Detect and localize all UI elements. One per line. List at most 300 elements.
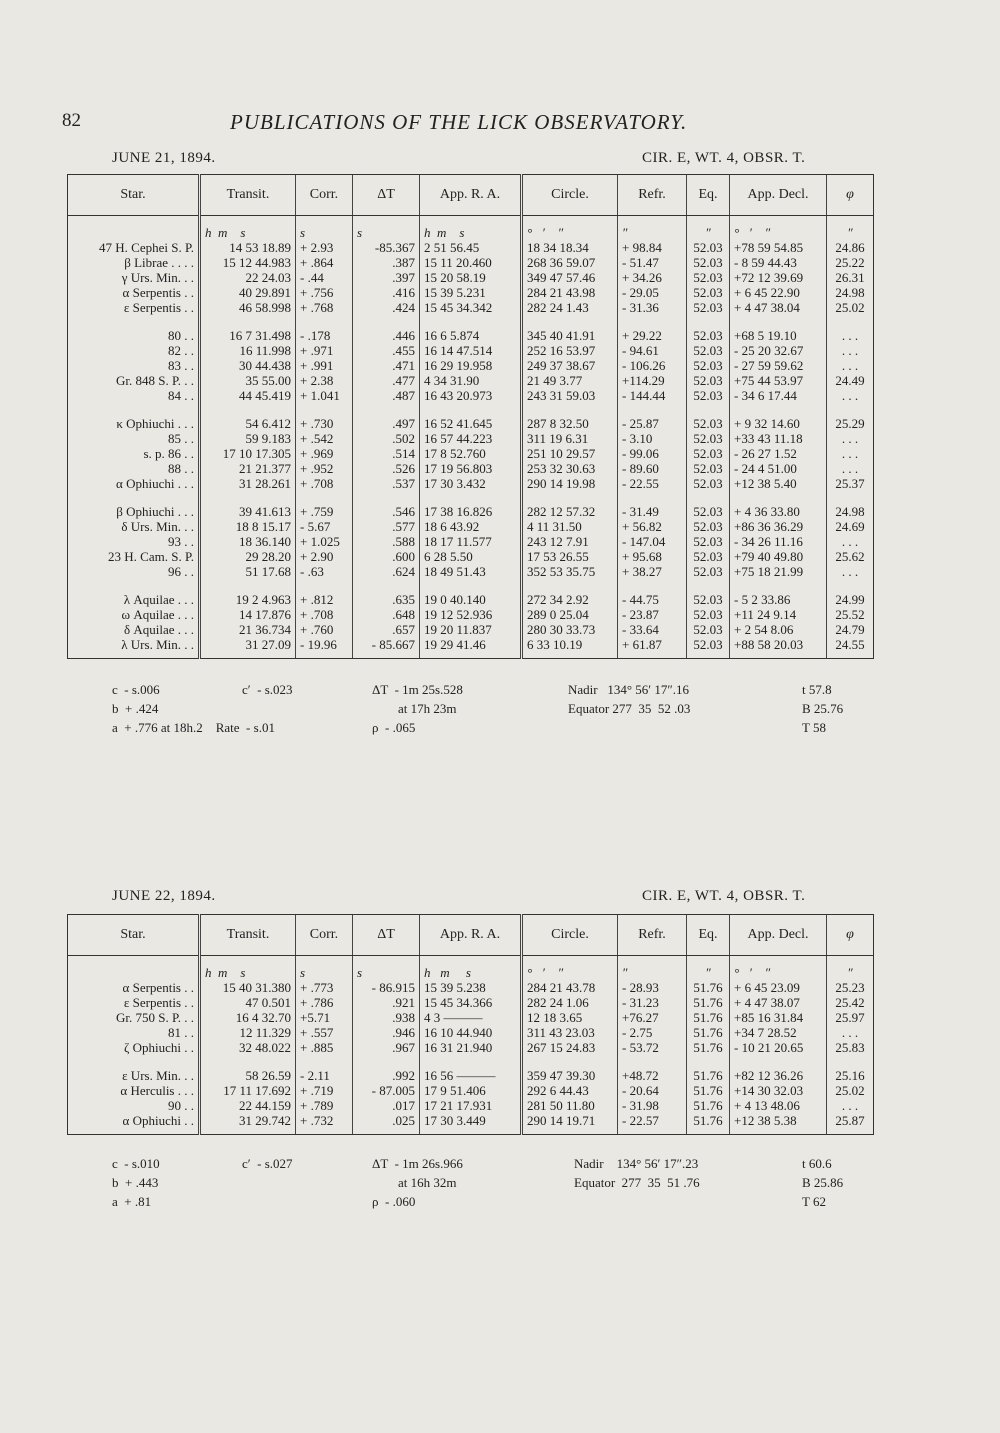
cell-circle: 282 24 1.43 — [522, 300, 618, 315]
cell-circle: 6 33 10.19 — [522, 637, 618, 659]
table-row — [68, 388, 874, 403]
header-star: Star. — [68, 175, 200, 216]
cell-app-ra: 15 20 58.19 — [420, 270, 522, 285]
cell-delta-t: .477 — [353, 373, 420, 388]
cell-correction: - .63 — [296, 564, 353, 579]
cell-phi: 25.16 — [827, 1068, 874, 1083]
cell-star: ω Aquilae . . . — [68, 607, 200, 622]
cell-circle: 345 40 41.91 — [522, 328, 618, 343]
cell-star: 47 H. Cephei S. P. — [68, 240, 200, 255]
table-row — [68, 431, 874, 446]
cell-phi: . . . — [827, 1025, 874, 1040]
header-row — [68, 915, 874, 956]
cell-eq: 51.76 — [687, 980, 730, 995]
cell-app-ra: 15 11 20.460 — [420, 255, 522, 270]
cell-star: β Librae . . . . — [68, 255, 200, 270]
cell-circle: 272 34 2.92 — [522, 592, 618, 607]
unit-app-decl: ° ′ ″ — [730, 956, 827, 981]
cell-refraction: + 29.22 — [618, 328, 687, 343]
header-app-decl: App. Decl. — [730, 915, 827, 956]
cell-correction: + .708 — [296, 476, 353, 491]
cell-correction: + .812 — [296, 592, 353, 607]
cell-app-decl: +82 12 36.26 — [730, 1068, 827, 1083]
cell-refraction: - 31.98 — [618, 1098, 687, 1113]
cell-app-ra: 17 8 52.760 — [420, 446, 522, 461]
table-row — [68, 270, 874, 285]
cell-correction: + .759 — [296, 504, 353, 519]
cell-phi: 24.98 — [827, 285, 874, 300]
cell-star: α Ophiuchi . . — [68, 1113, 200, 1135]
header-eq: Eq. — [687, 915, 730, 956]
cell-correction: + 1.025 — [296, 534, 353, 549]
cell-app-ra: 2 51 56.45 — [420, 240, 522, 255]
table2-circle-info: CIR. E, WT. 4, OBSR. T. — [642, 888, 806, 904]
cell-app-ra: 19 29 41.46 — [420, 637, 522, 659]
cell-refraction: - 29.05 — [618, 285, 687, 300]
cell-app-decl: - 5 2 33.86 — [730, 592, 827, 607]
cell-delta-t: .387 — [353, 255, 420, 270]
header-transit: Transit. — [200, 175, 296, 216]
cell-correction: + .732 — [296, 1113, 353, 1135]
cell-transit: 39 41.613 — [200, 504, 296, 519]
table1-nadir: Nadir 134° 56′ 17″.16 — [568, 682, 690, 697]
header-transit: Transit. — [200, 915, 296, 956]
cell-transit: 21 36.734 — [200, 622, 296, 637]
cell-eq: 52.03 — [687, 519, 730, 534]
cell-transit: 14 17.876 — [200, 607, 296, 622]
unit-refraction: ″ — [618, 216, 687, 241]
cell-transit: 16 7 31.498 — [200, 328, 296, 343]
cell-refraction: - 144.44 — [618, 388, 687, 403]
cell-circle: 17 53 26.55 — [522, 549, 618, 564]
table2-date: JUNE 22, 1894. — [112, 888, 216, 904]
cell-transit: 31 28.261 — [200, 476, 296, 491]
cell-delta-t: .017 — [353, 1098, 420, 1113]
cell-app-ra: 17 30 3.449 — [420, 1113, 522, 1135]
cell-app-ra: 19 20 11.837 — [420, 622, 522, 637]
cell-delta-t: .397 — [353, 270, 420, 285]
cell-eq: 52.03 — [687, 476, 730, 491]
cell-app-ra: 6 28 5.50 — [420, 549, 522, 564]
cell-eq: 51.76 — [687, 1010, 730, 1025]
cell-delta-t: .635 — [353, 592, 420, 607]
cell-transit: 59 9.183 — [200, 431, 296, 446]
cell-correction: + .730 — [296, 416, 353, 431]
cell-refraction: +48.72 — [618, 1068, 687, 1083]
group-spacer — [68, 315, 874, 328]
unit-correction: s — [296, 956, 353, 981]
unit-transit: h m s — [200, 956, 296, 981]
cell-delta-t: .471 — [353, 358, 420, 373]
cell-star: Gr. 848 S. P. . . — [68, 373, 200, 388]
cell-phi: 24.99 — [827, 592, 874, 607]
cell-transit: 54 6.412 — [200, 416, 296, 431]
cell-app-decl: +12 38 5.38 — [730, 1113, 827, 1135]
cell-refraction: - 28.93 — [618, 980, 687, 995]
cell-phi: 25.37 — [827, 476, 874, 491]
table1-circle-info: CIR. E, WT. 4, OBSR. T. — [642, 150, 806, 166]
table-row — [68, 1113, 874, 1135]
cell-phi: 25.22 — [827, 255, 874, 270]
cell-app-ra: 16 52 41.645 — [420, 416, 522, 431]
unit-correction: s — [296, 216, 353, 241]
cell-circle: 252 16 53.97 — [522, 343, 618, 358]
cell-star: ζ Ophiuchi . . — [68, 1040, 200, 1055]
cell-transit: 18 36.140 — [200, 534, 296, 549]
cell-eq: 51.76 — [687, 1113, 730, 1135]
cell-eq: 52.03 — [687, 622, 730, 637]
cell-transit: 44 45.419 — [200, 388, 296, 403]
unit-phi: ″ — [827, 216, 874, 241]
table-row — [68, 549, 874, 564]
cell-phi: 25.62 — [827, 549, 874, 564]
unit-app-ra: h m s — [420, 216, 522, 241]
cell-transit: 51 17.68 — [200, 564, 296, 579]
cell-delta-t: .416 — [353, 285, 420, 300]
cell-star: ε Serpentis . . — [68, 300, 200, 315]
table-row — [68, 285, 874, 300]
header-delta-t: ΔT — [353, 175, 420, 216]
cell-phi: . . . — [827, 1098, 874, 1113]
cell-correction: - 2.11 — [296, 1068, 353, 1083]
cell-app-decl: + 4 47 38.07 — [730, 995, 827, 1010]
page-number: 82 — [62, 110, 81, 131]
cell-eq: 52.03 — [687, 416, 730, 431]
cell-transit: 15 12 44.983 — [200, 255, 296, 270]
cell-circle: 282 24 1.06 — [522, 995, 618, 1010]
cell-eq: 52.03 — [687, 328, 730, 343]
cell-correction: + .786 — [296, 995, 353, 1010]
cell-circle: 251 10 29.57 — [522, 446, 618, 461]
cell-app-ra: 16 43 20.973 — [420, 388, 522, 403]
cell-circle: 267 15 24.83 — [522, 1040, 618, 1055]
cell-refraction: - 25.87 — [618, 416, 687, 431]
cell-circle: 352 53 35.75 — [522, 564, 618, 579]
cell-eq: 52.03 — [687, 431, 730, 446]
cell-refraction: - 31.49 — [618, 504, 687, 519]
cell-app-decl: + 2 54 8.06 — [730, 622, 827, 637]
cell-phi: 25.02 — [827, 1083, 874, 1098]
cell-phi: 25.23 — [827, 980, 874, 995]
table-row — [68, 358, 874, 373]
cell-delta-t: - 85.667 — [353, 637, 420, 659]
header-app-decl: App. Decl. — [730, 175, 827, 216]
cell-correction: + .756 — [296, 285, 353, 300]
cell-star: ε Urs. Min. . . — [68, 1068, 200, 1083]
table2-temperature-t: t 60.6 — [802, 1156, 832, 1171]
cell-delta-t: .537 — [353, 476, 420, 491]
cell-phi: . . . — [827, 388, 874, 403]
cell-circle: 284 21 43.98 — [522, 285, 618, 300]
cell-refraction: + 98.84 — [618, 240, 687, 255]
cell-app-ra: 18 17 11.577 — [420, 534, 522, 549]
table1-equator: Equator 277 35 52 .03 — [568, 701, 691, 716]
cell-star: 93 . . — [68, 534, 200, 549]
cell-app-decl: +78 59 54.85 — [730, 240, 827, 255]
cell-app-ra: 19 12 52.936 — [420, 607, 522, 622]
cell-refraction: + 34.26 — [618, 270, 687, 285]
cell-phi: . . . — [827, 534, 874, 549]
cell-app-ra: 18 6 43.92 — [420, 519, 522, 534]
group-spacer — [68, 491, 874, 504]
group-spacer — [68, 1055, 874, 1068]
cell-app-decl: +79 40 49.80 — [730, 549, 827, 564]
table-row — [68, 1068, 874, 1083]
table1-rho: ρ - .065 — [372, 720, 416, 735]
header-app-ra: App. R. A. — [420, 175, 522, 216]
group-spacer — [68, 403, 874, 416]
table1-temperature-T: T 58 — [802, 720, 826, 735]
cell-eq: 52.03 — [687, 592, 730, 607]
cell-delta-t: .424 — [353, 300, 420, 315]
cell-eq: 52.03 — [687, 607, 730, 622]
cell-eq: 52.03 — [687, 504, 730, 519]
cell-app-decl: - 26 27 1.52 — [730, 446, 827, 461]
cell-correction: - .178 — [296, 328, 353, 343]
cell-transit: 32 48.022 — [200, 1040, 296, 1055]
cell-circle: 284 21 43.78 — [522, 980, 618, 995]
cell-star: α Serpentis . . — [68, 980, 200, 995]
cell-correction: + .952 — [296, 461, 353, 476]
unit-delta-t: s — [353, 216, 420, 241]
observation-table-june-22 — [67, 914, 874, 1135]
table-row — [68, 1098, 874, 1113]
table2-barometer: B 25.86 — [802, 1175, 844, 1190]
cell-app-decl: +12 38 5.40 — [730, 476, 827, 491]
cell-correction: + .864 — [296, 255, 353, 270]
cell-refraction: + 61.87 — [618, 637, 687, 659]
cell-eq: 52.03 — [687, 549, 730, 564]
cell-refraction: - 44.75 — [618, 592, 687, 607]
unit-app-decl: ° ′ ″ — [730, 216, 827, 241]
cell-app-decl: +34 7 28.52 — [730, 1025, 827, 1040]
cell-app-ra: 16 10 44.940 — [420, 1025, 522, 1040]
cell-eq: 52.03 — [687, 388, 730, 403]
cell-delta-t: .600 — [353, 549, 420, 564]
unit-circle: ° ′ ″ — [522, 956, 618, 981]
cell-delta-t: .648 — [353, 607, 420, 622]
cell-eq: 51.76 — [687, 1068, 730, 1083]
table-row — [68, 328, 874, 343]
cell-transit: 21 21.377 — [200, 461, 296, 476]
cell-eq: 52.03 — [687, 300, 730, 315]
table-row — [68, 373, 874, 388]
cell-phi: 25.02 — [827, 300, 874, 315]
cell-star: κ Ophiuchi . . . — [68, 416, 200, 431]
cell-star: 88 . . — [68, 461, 200, 476]
cell-eq: 51.76 — [687, 1098, 730, 1113]
cell-delta-t: - 87.005 — [353, 1083, 420, 1098]
cell-app-decl: - 24 4 51.00 — [730, 461, 827, 476]
running-head: PUBLICATIONS OF THE LICK OBSERVATORY. — [230, 110, 688, 134]
cell-app-decl: - 27 59 59.62 — [730, 358, 827, 373]
cell-refraction: + 95.68 — [618, 549, 687, 564]
cell-correction: + .542 — [296, 431, 353, 446]
table-row — [68, 476, 874, 491]
cell-transit: 29 28.20 — [200, 549, 296, 564]
table-row — [68, 1040, 874, 1055]
table1-date: JUNE 21, 1894. — [112, 150, 216, 166]
table2-nadir: Nadir 134° 56′ 17″.23 — [574, 1156, 699, 1171]
cell-eq: 52.03 — [687, 446, 730, 461]
cell-transit: 14 53 18.89 — [200, 240, 296, 255]
cell-eq: 51.76 — [687, 995, 730, 1010]
table1-constant-b: b + .424 — [112, 701, 159, 716]
cell-refraction: - 22.57 — [618, 1113, 687, 1135]
cell-star: α Ophiuchi . . . — [68, 476, 200, 491]
cell-circle: 290 14 19.71 — [522, 1113, 618, 1135]
cell-transit: 22 44.159 — [200, 1098, 296, 1113]
cell-eq: 52.03 — [687, 255, 730, 270]
table2-constant-a: a + .81 — [112, 1194, 152, 1209]
cell-app-decl: - 10 21 20.65 — [730, 1040, 827, 1055]
header-eq: Eq. — [687, 175, 730, 216]
cell-app-ra: 17 38 16.826 — [420, 504, 522, 519]
cell-app-ra: 16 56 ——— — [420, 1068, 522, 1083]
table-row — [68, 607, 874, 622]
cell-circle: 268 36 59.07 — [522, 255, 618, 270]
cell-app-decl: + 6 45 23.09 — [730, 980, 827, 995]
unit-eq: ″ — [687, 956, 730, 981]
cell-app-decl: +14 30 32.03 — [730, 1083, 827, 1098]
cell-star: 90 . . — [68, 1098, 200, 1113]
cell-transit: 16 11.998 — [200, 343, 296, 358]
table-row — [68, 995, 874, 1010]
cell-phi: 24.55 — [827, 637, 874, 659]
cell-delta-t: .455 — [353, 343, 420, 358]
cell-eq: 51.76 — [687, 1025, 730, 1040]
cell-app-ra: 4 3 ——— — [420, 1010, 522, 1025]
cell-phi: . . . — [827, 343, 874, 358]
cell-circle: 282 12 57.32 — [522, 504, 618, 519]
header-correction: Corr. — [296, 915, 353, 956]
table1-barometer: B 25.76 — [802, 701, 844, 716]
table-row — [68, 534, 874, 549]
cell-circle: 249 37 38.67 — [522, 358, 618, 373]
cell-circle: 289 0 25.04 — [522, 607, 618, 622]
table-row — [68, 300, 874, 315]
unit-delta-t: s — [353, 956, 420, 981]
cell-star: λ Aquilae . . . — [68, 592, 200, 607]
cell-transit: 16 4 32.70 — [200, 1010, 296, 1025]
cell-delta-t: .502 — [353, 431, 420, 446]
cell-correction: + .768 — [296, 300, 353, 315]
cell-star: δ Urs. Min. . . — [68, 519, 200, 534]
cell-refraction: - 20.64 — [618, 1083, 687, 1098]
units-row — [68, 216, 874, 241]
cell-delta-t: .025 — [353, 1113, 420, 1135]
cell-app-decl: +75 18 21.99 — [730, 564, 827, 579]
cell-phi: . . . — [827, 431, 874, 446]
table-row — [68, 622, 874, 637]
cell-transit: 17 10 17.305 — [200, 446, 296, 461]
cell-circle: 281 50 11.80 — [522, 1098, 618, 1113]
header-row — [68, 175, 874, 216]
unit-refraction: ″ — [618, 956, 687, 981]
header-star: Star. — [68, 915, 200, 956]
cell-delta-t: .546 — [353, 504, 420, 519]
cell-transit: 47 0.501 — [200, 995, 296, 1010]
cell-phi: 24.86 — [827, 240, 874, 255]
cell-phi: 25.97 — [827, 1010, 874, 1025]
unit-transit: h m s — [200, 216, 296, 241]
cell-circle: 21 49 3.77 — [522, 373, 618, 388]
header-delta-t: ΔT — [353, 915, 420, 956]
cell-refraction: + 56.82 — [618, 519, 687, 534]
cell-app-decl: - 25 20 32.67 — [730, 343, 827, 358]
table-row — [68, 980, 874, 995]
cell-app-decl: +72 12 39.69 — [730, 270, 827, 285]
cell-delta-t: .487 — [353, 388, 420, 403]
cell-eq: 52.03 — [687, 343, 730, 358]
cell-refraction: - 89.60 — [618, 461, 687, 476]
table1-constant-c: c - s.006 — [112, 682, 160, 697]
cell-circle: 311 43 23.03 — [522, 1025, 618, 1040]
table-row — [68, 504, 874, 519]
cell-phi: 25.29 — [827, 416, 874, 431]
cell-app-ra: 17 9 51.406 — [420, 1083, 522, 1098]
cell-correction: + 2.90 — [296, 549, 353, 564]
cell-correction: + .885 — [296, 1040, 353, 1055]
cell-eq: 51.76 — [687, 1083, 730, 1098]
cell-delta-t: -85.367 — [353, 240, 420, 255]
table-row — [68, 564, 874, 579]
cell-transit: 17 11 17.692 — [200, 1083, 296, 1098]
cell-app-decl: + 4 13 48.06 — [730, 1098, 827, 1113]
table2-rho: ρ - .060 — [372, 1194, 416, 1209]
cell-phi: 25.52 — [827, 607, 874, 622]
cell-eq: 52.03 — [687, 240, 730, 255]
cell-refraction: - 94.61 — [618, 343, 687, 358]
cell-eq: 51.76 — [687, 1040, 730, 1055]
table1-delta-t-time: at 17h 23m — [398, 701, 457, 716]
table1-temperature-t: t 57.8 — [802, 682, 832, 697]
unit-app-ra: h m s — [420, 956, 522, 981]
cell-delta-t: .497 — [353, 416, 420, 431]
cell-star: γ Urs. Min. . . — [68, 270, 200, 285]
cell-circle: 287 8 32.50 — [522, 416, 618, 431]
header-refraction: Refr. — [618, 175, 687, 216]
cell-correction: + .991 — [296, 358, 353, 373]
cell-star: α Serpentis . . — [68, 285, 200, 300]
header-app-ra: App. R. A. — [420, 915, 522, 956]
observation-table-june-21 — [67, 174, 874, 659]
unit-phi: ″ — [827, 956, 874, 981]
header-circle: Circle. — [522, 915, 618, 956]
table-row — [68, 446, 874, 461]
cell-app-ra: 15 45 34.366 — [420, 995, 522, 1010]
cell-delta-t: .992 — [353, 1068, 420, 1083]
cell-circle: 243 31 59.03 — [522, 388, 618, 403]
cell-refraction: - 31.23 — [618, 995, 687, 1010]
cell-transit: 31 27.09 — [200, 637, 296, 659]
table2-delta-t: ΔT - 1m 26s.966 — [372, 1156, 463, 1171]
cell-circle: 280 30 33.73 — [522, 622, 618, 637]
unit-star — [68, 216, 200, 241]
cell-phi: 26.31 — [827, 270, 874, 285]
cell-app-ra: 4 34 31.90 — [420, 373, 522, 388]
cell-app-ra: 16 29 19.958 — [420, 358, 522, 373]
cell-correction: + .760 — [296, 622, 353, 637]
cell-phi: 24.98 — [827, 504, 874, 519]
cell-app-ra: 17 19 56.803 — [420, 461, 522, 476]
cell-app-decl: +68 5 19.10 — [730, 328, 827, 343]
cell-star: Gr. 750 S. P. . . — [68, 1010, 200, 1025]
cell-transit: 18 8 15.17 — [200, 519, 296, 534]
cell-app-ra: 16 57 44.223 — [420, 431, 522, 446]
cell-correction: + .789 — [296, 1098, 353, 1113]
cell-phi: 25.87 — [827, 1113, 874, 1135]
